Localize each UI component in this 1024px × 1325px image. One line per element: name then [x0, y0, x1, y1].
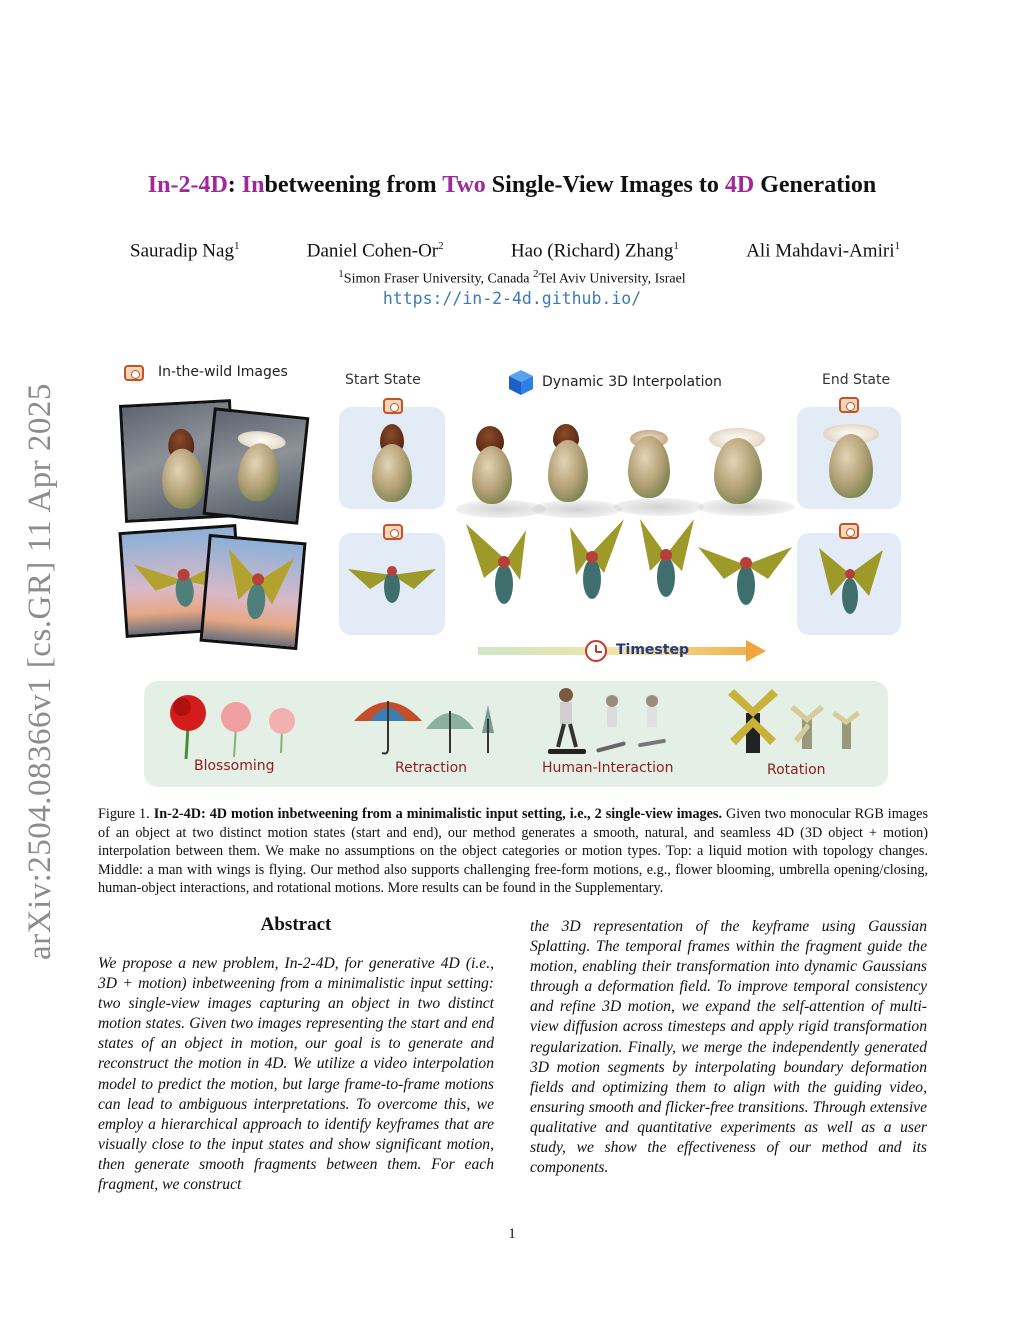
title-part-images: Single-View Images to — [485, 172, 725, 198]
affiliation-mark: 2 — [533, 268, 539, 280]
umbrella-images — [350, 689, 500, 761]
author — [511, 240, 679, 262]
category-human-interaction: Human-Interaction — [542, 760, 674, 776]
title-part-in24d: In-2-4D — [147, 172, 228, 198]
category-rotation: Rotation — [767, 762, 826, 778]
start-state-label: Start State — [345, 372, 421, 388]
author-affiliation-mark: 1 — [894, 240, 900, 252]
paper-title — [0, 172, 1024, 199]
author-name: Ali Mahdavi-Amiri — [746, 240, 895, 262]
camera-icon — [383, 398, 403, 414]
caption-text: Given two monocular RGB images of an object at two distinct motion states (start and end), our method generates a smooth, natural, and seamless 4D (3D object + motion) interpolation between them. We make no assumptions on the object categories or motion types. Top: a liquid motion with topology changes. Middle: a man with wings is flying. Our method also supports challenging free-form motions, e.g., flower blooming, umbrella opening/closing, human-object interactions, and rotational motions. More results can be found in the Supplementary. — [98, 806, 928, 897]
page-number: 1 — [508, 1226, 516, 1242]
author-affiliation-mark: 1 — [673, 240, 679, 252]
author-name: Sauradip Nag — [130, 240, 234, 262]
end-state-label: End State — [822, 372, 891, 388]
author — [746, 240, 900, 262]
author — [307, 240, 444, 262]
timestep-label: Timestep — [616, 642, 689, 658]
project-url-link[interactable]: https://in-2-4d.github.io/ — [382, 289, 642, 308]
author-list — [130, 240, 900, 262]
input-photo-bowl-end — [203, 407, 310, 524]
author-affiliation-mark: 1 — [233, 240, 240, 252]
title-part-generation: Generation — [754, 172, 877, 198]
skateboard-images — [544, 685, 674, 759]
clock-icon — [585, 640, 607, 662]
affiliation-mark: 1 — [338, 268, 344, 280]
abstract-right-column: the 3D representation of the keyframe using Gaussian Splatting. The temporal frames within the fragment guide the motion, enabling their transformation into dynamic Gaussians through a deformation field. To improve temporal consistency and refine 3D motion, we expand the self-attention of multi-view diffusion across timesteps and apply rigid transformation regularization. Finally, we merge the independently generated 3D motion segments by interpolating boundary deformation fields and optimizing them to align with the guiding video, ensuring smooth and flicker-free transitions. Through extensive qualitative and quantitative experiments as well as a user study, we show the effectiveness of our method and its components. — [530, 918, 927, 1177]
caption-prefix: Figure 1. — [98, 806, 154, 822]
cube-icon — [507, 368, 535, 396]
windmill-images — [724, 683, 864, 759]
title-part-colon: : — [227, 172, 242, 198]
camera-icon — [839, 523, 859, 539]
input-photo-creature-end — [199, 534, 306, 650]
motion-categories-panel — [144, 681, 888, 787]
abstract-left-column: We propose a new problem, In-2-4D, for generative 4D (i.e., 3D + motion) inbetweening from a minimalistic input setting: two single-view images capturing an object in two distinct motion states. Given two images representing the start and end states of an object in motion, our goal is to generate and reconstruct the motion in 4D. We utilize a video interpolation model to predict the motion, but large frame-to-frame motions can lead to ambiguous interpretations. To overcome this, we employ a hierarchical approach to identify keyframes that are visually close to the input states and show significant motion, then generate smooth fragments between them. For each fragment, we construct — [98, 955, 494, 1194]
dynamic-interpolation-label: Dynamic 3D Interpolation — [542, 374, 722, 390]
affiliation-text: Simon Fraser University, Canada — [343, 271, 534, 287]
author-name: Hao (Richard) Zhang — [510, 240, 674, 262]
title-part-in: In — [241, 172, 265, 198]
title-part-two: Two — [442, 172, 486, 198]
camera-icon — [839, 397, 859, 413]
camera-icon — [124, 365, 144, 381]
caption-bold: In-2-4D: 4D motion inbetweening from a minimalistic input setting, i.e., 2 single-view images. — [153, 806, 723, 822]
in-the-wild-label: In-the-wild Images — [158, 364, 288, 380]
camera-icon — [383, 524, 403, 540]
title-part-4d: 4D — [724, 172, 755, 198]
category-blossoming: Blossoming — [194, 758, 275, 774]
title-part-betweening: betweening from — [264, 172, 443, 198]
arxiv-identifier: arXiv:2504.08366v1 [cs.GR] 11 Apr 2025 — [22, 383, 58, 960]
author-name: Daniel Cohen-Or — [306, 240, 439, 262]
category-retraction: Retraction — [395, 760, 468, 776]
abstract-heading: Abstract — [260, 914, 332, 935]
figure-caption — [98, 805, 928, 898]
rose-images — [160, 687, 310, 759]
affiliations — [0, 268, 1024, 288]
affiliation-text: Tel Aviv University, Israel — [538, 271, 686, 287]
author — [130, 240, 239, 262]
author-affiliation-mark: 2 — [438, 240, 444, 252]
